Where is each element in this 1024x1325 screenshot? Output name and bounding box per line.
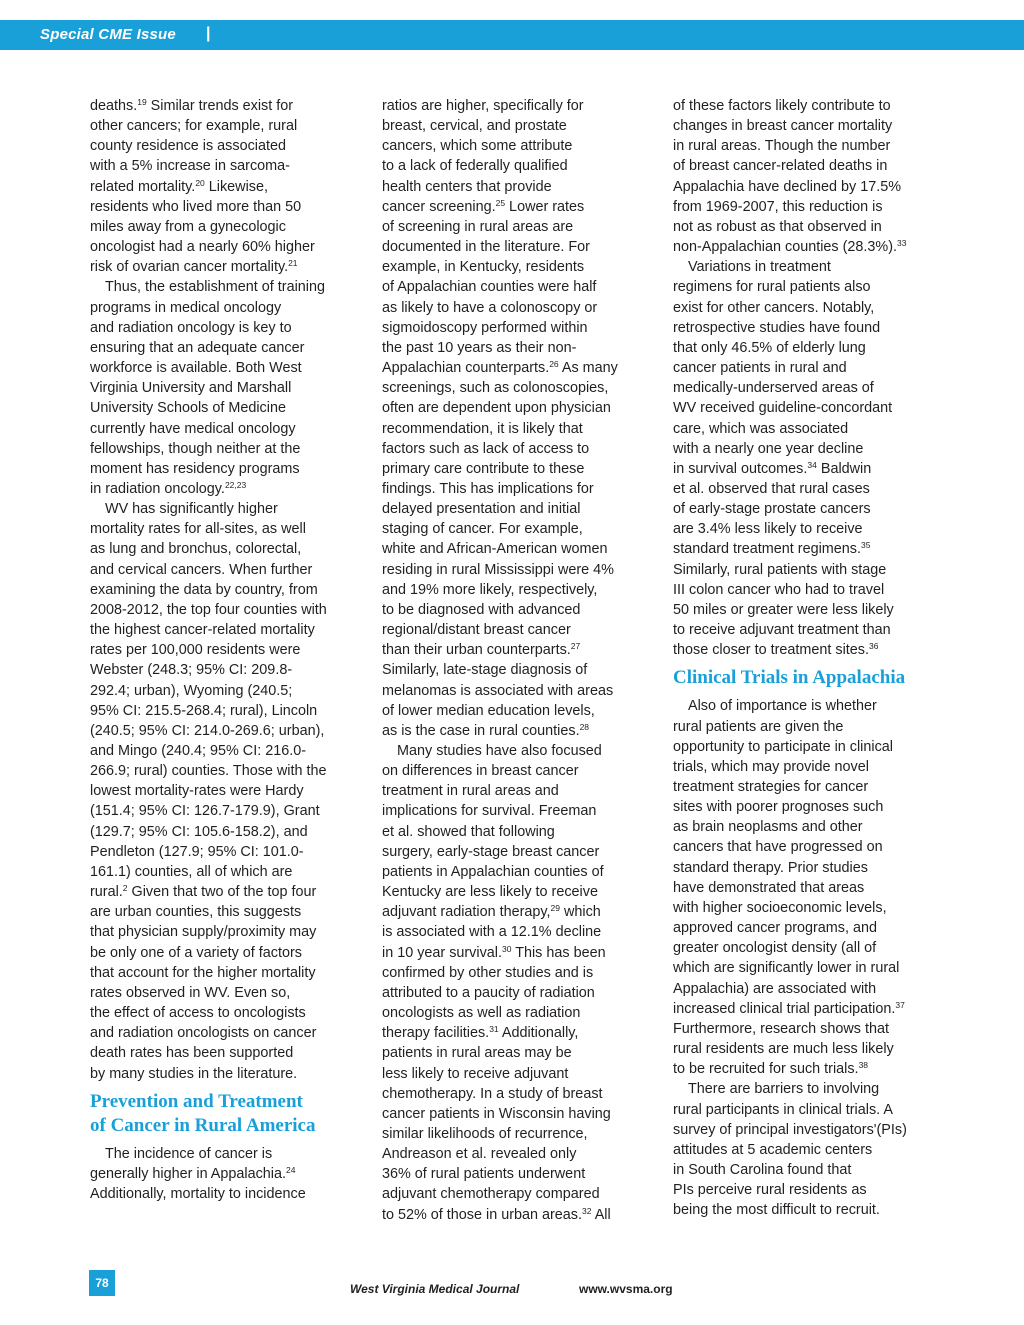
text-line: delayed presentation and initial <box>382 501 581 518</box>
text-line: with a nearly one year decline <box>673 440 864 457</box>
citation-ref: 27 <box>570 641 581 652</box>
text-line: the highest cancer-related mortality <box>90 622 315 639</box>
paragraph <box>382 741 650 1225</box>
section-heading-clinical-trials <box>673 660 941 696</box>
paragraph <box>673 696 941 1079</box>
text-line: 266.9; rural) counties. Those with the <box>90 763 327 780</box>
text-line: with higher socioeconomic levels, <box>673 899 887 916</box>
text-line: attributed to a paucity of radiation <box>382 984 595 1001</box>
text-line: on differences in breast cancer <box>382 763 579 780</box>
text-line: related mortality.$^{20}$ Likewise, <box>90 177 268 195</box>
text-line: that account for the higher mortality <box>90 964 316 981</box>
text-line: as lung and bronchus, colorectal, <box>90 541 302 558</box>
text-line: melanomas is associated with areas <box>382 682 614 699</box>
text-line: approved cancer programs, and <box>673 920 877 937</box>
citation-ref: 34 <box>807 459 817 470</box>
text-line: trials, which may provide novel <box>673 758 869 775</box>
text-line: by many studies in the literature. <box>90 1065 298 1082</box>
text-line: rural residents are much less likely <box>673 1041 894 1058</box>
text-line: are urban counties, this suggests <box>90 904 302 921</box>
text-line: chemotherapy. In a study of breast <box>382 1085 603 1102</box>
text-line: WV has significantly higher <box>105 501 278 518</box>
text-line: as brain neoplasms and other <box>673 819 863 836</box>
text-line: sites with poorer prognoses such <box>673 799 884 816</box>
text-line: of early-stage prostate cancers <box>673 501 871 518</box>
text-line: than their urban counterparts.$^{27}$ <box>382 641 581 659</box>
text-line: greater oncologist density (all of <box>673 940 877 957</box>
text-line: be only one of a variety of factors <box>90 944 302 961</box>
text-line: rural participants in clinical trials. A <box>673 1101 893 1118</box>
text-line: of lower median education levels, <box>382 702 595 719</box>
text-line: programs in medical oncology <box>90 299 282 316</box>
text-line: often are dependent upon physician <box>382 400 611 417</box>
text-line: the past 10 years as their non- <box>382 339 577 356</box>
text-line: ensuring that an adequate cancer <box>90 339 305 356</box>
text-line: Webster (248.3; 95% CI: 209.8- <box>90 662 293 679</box>
text-line: miles away from a gynecologic <box>90 218 286 235</box>
text-line: residents who lived more than 50 <box>90 198 302 215</box>
page-number: 78 <box>89 1270 115 1296</box>
paragraph <box>673 257 941 660</box>
text-line: less likely to receive adjuvant <box>382 1065 569 1082</box>
text-line: breast, cervical, and prostate <box>382 118 567 135</box>
text-line: exist for other cancers. Notably, <box>673 299 875 316</box>
text-line: oncologist had a nearly 60% higher <box>90 239 315 256</box>
text-line: the effect of access to oncologists <box>90 1005 306 1022</box>
text-line: of breast cancer-related deaths in <box>673 158 888 175</box>
citation-ref: 26 <box>549 359 559 370</box>
text-line: screenings, such as colonoscopies, <box>382 380 609 397</box>
text-line: those closer to treatment sites.$^{36}$ <box>673 641 879 659</box>
text-line: PIs perceive rural residents as <box>673 1182 867 1199</box>
text-line: attitudes at 5 academic centers <box>673 1141 873 1158</box>
text-line: have demonstrated that areas <box>673 879 865 896</box>
citation-ref: 37 <box>895 999 905 1010</box>
text-line: 50 miles or greater were less likely <box>673 601 894 618</box>
column-1 <box>90 96 358 1204</box>
text-line: are 3.4% less likely to receive <box>673 521 863 538</box>
text-line: Furthermore, research shows that <box>673 1020 889 1037</box>
text-line: Also of importance is whether <box>688 698 877 715</box>
text-line: to be diagnosed with advanced <box>382 601 581 618</box>
text-line: Appalachia) are associated with <box>673 980 877 997</box>
text-line: examining the data by country, from <box>90 581 318 598</box>
text-line: Additionally, mortality to incidence <box>90 1185 306 1202</box>
text-line: oncologists as well as radiation <box>382 1005 581 1022</box>
text-line: generally higher in Appalachia.$^{24}$ <box>90 1164 296 1182</box>
text-line: et al. observed that rural cases <box>673 480 870 497</box>
text-line: and 19% more likely, respectively, <box>382 581 598 598</box>
text-line: moment has residency programs <box>90 460 300 477</box>
text-line: et al. showed that following <box>382 823 555 840</box>
text-line: in rural areas. Though the number <box>673 138 891 155</box>
text-line: Variations in treatment <box>688 259 831 276</box>
citation-ref: 31 <box>489 1024 499 1035</box>
text-line: adjuvant radiation therapy,$^{29}$ which <box>382 903 601 921</box>
citation-ref: 24 <box>286 1164 296 1175</box>
text-line: risk of ovarian cancer mortality.$^{21}$ <box>90 258 298 276</box>
paragraph <box>90 499 358 1084</box>
citation-ref: 28 <box>579 721 590 732</box>
section-heading-prevention <box>90 1084 358 1144</box>
text-line: III colon cancer who had to travel <box>673 581 885 598</box>
column-3 <box>673 96 941 1220</box>
text-line: that physician supply/proximity may <box>90 924 317 941</box>
text-line: surgery, early-stage breast cancer <box>382 843 600 860</box>
citation-ref: 20 <box>195 177 205 188</box>
text-line: confirmed by other studies and is <box>382 964 594 981</box>
citation-ref: 30 <box>501 943 512 954</box>
text-line: fellowships, though neither at the <box>90 440 301 457</box>
text-line: primary care contribute to these <box>382 460 585 477</box>
citation-ref: 38 <box>858 1060 869 1071</box>
paragraph <box>90 1144 358 1204</box>
text-line: therapy facilities.$^{31}$ Additionally, <box>382 1024 579 1042</box>
text-line: treatment strategies for cancer <box>673 779 869 795</box>
text-line: (151.4; 95% CI: 126.7-179.9), Grant <box>90 803 320 820</box>
text-line: with a 5% increase in sarcoma- <box>90 158 290 175</box>
text-line: documented in the literature. For <box>382 239 590 256</box>
text-line: and radiation oncology is key to <box>90 319 292 336</box>
text-line: University Schools of Medicine <box>90 400 286 417</box>
text-line: to be recruited for such trials.$^{38}$ <box>673 1060 869 1078</box>
text-line: Appalachian counterparts.$^{26}$ As many <box>382 359 618 377</box>
text-line: health centers that provide <box>382 178 552 195</box>
citation-ref: 19 <box>137 97 147 107</box>
paragraph <box>90 277 358 499</box>
text-line: increased clinical trial participation.$^{37}$ <box>673 999 905 1017</box>
text-line: sigmoidoscopy performed within <box>382 319 588 336</box>
text-line: other cancers; for example, rural <box>90 118 298 135</box>
text-line: not as robust as that observed in <box>673 218 882 235</box>
text-line: as is the case in rural counties.$^{28}$ <box>382 721 590 739</box>
text-line: Pendleton (127.9; 95% CI: 101.0- <box>90 843 304 860</box>
text-line: currently have medical oncology <box>90 420 296 437</box>
text-line: workforce is available. Both West <box>90 360 302 377</box>
text-line: regional/distant breast cancer <box>382 622 571 639</box>
text-line: standard therapy. Prior studies <box>673 859 868 876</box>
paragraph <box>673 96 941 257</box>
heading-line: of Cancer in Rural America <box>90 1114 316 1136</box>
text-line: cancers, which some attribute <box>382 138 573 155</box>
text-line: Thus, the establishment of training <box>105 279 325 296</box>
text-line: as likely to have a colonoscopy or <box>382 299 598 316</box>
text-line: survey of principal investigators'(PIs) <box>673 1121 907 1138</box>
text-line: 2008-2012, the top four counties with <box>90 601 327 618</box>
text-line: medically-underserved areas of <box>673 380 874 397</box>
paragraph <box>90 96 358 277</box>
text-line: Kentucky are less likely to receive <box>382 884 598 901</box>
text-line: regimens for rural patients also <box>673 279 871 296</box>
journal-name: West Virginia Medical Journal <box>350 1282 520 1296</box>
citation-ref: 32 <box>582 1205 592 1216</box>
text-line: cancer patients in rural and <box>673 360 847 377</box>
text-line: (240.5; 95% CI: 214.0-269.6; urban), <box>90 722 325 739</box>
citation-ref: 25 <box>495 197 506 208</box>
text-line: implications for survival. Freeman <box>382 803 597 820</box>
text-line: Many studies have also focused <box>397 743 602 759</box>
text-line: in 10 year survival.$^{30}$ This has been <box>382 943 606 961</box>
citation-ref: 2 <box>122 883 128 894</box>
text-line: non-Appalachian counties (28.3%).$^{33}$ <box>673 238 907 256</box>
text-line: recommendation, it is likely that <box>382 420 583 437</box>
citation-ref: 33 <box>897 238 907 249</box>
text-line: to 52% of those in urban areas.$^{32}$ All <box>382 1205 611 1223</box>
text-line: Appalachia have declined by 17.5% <box>673 178 902 195</box>
text-line: cancer patients in Wisconsin having <box>382 1105 611 1122</box>
text-line: in survival outcomes.$^{34}$ Baldwin <box>673 459 872 477</box>
text-line: of these factors likely contribute to <box>673 98 891 114</box>
text-line: is associated with a 12.1% decline <box>382 924 602 941</box>
text-line: mortality rates for all-sites, as well <box>90 521 306 538</box>
text-line: in South Carolina found that <box>673 1161 852 1178</box>
text-line: opportunity to participate in clinical <box>673 738 893 755</box>
text-line: deaths.$^{19}$ Similar trends exist for <box>90 97 294 114</box>
text-line: standard treatment regimens.$^{35}$ <box>673 540 871 558</box>
text-line: findings. This has implications for <box>382 480 594 497</box>
text-line: rates per 100,000 residents were <box>90 642 301 659</box>
text-line: county residence is associated <box>90 138 286 155</box>
text-line: patients in Appalachian counties of <box>382 863 604 880</box>
text-line: example, in Kentucky, residents <box>382 259 585 276</box>
text-line: cancer screening.$^{25}$ Lower rates <box>382 197 585 215</box>
paragraph <box>673 1079 941 1220</box>
text-line: to receive adjuvant treatment than <box>673 622 891 639</box>
text-line: and radiation oncologists on cancer <box>90 1025 317 1042</box>
text-line: (129.7; 95% CI: 105.6-158.2), and <box>90 823 308 840</box>
text-line: adjuvant chemotherapy compared <box>382 1186 600 1203</box>
text-line: to a lack of federally qualified <box>382 158 568 175</box>
text-line: Similarly, late-stage diagnosis of <box>382 662 588 679</box>
citation-ref: 35 <box>860 540 871 551</box>
text-line: Similarly, rural patients with stage <box>673 561 887 578</box>
text-line: white and African-American women <box>382 541 608 558</box>
text-line: cancers that have progressed on <box>673 839 883 856</box>
text-line: lowest mortality-rates were Hardy <box>90 783 304 800</box>
text-line: staging of cancer. For example, <box>382 521 583 538</box>
section-label: Special CME Issue <box>40 26 176 43</box>
text-line: and cervical cancers. When further <box>90 561 313 578</box>
column-2 <box>382 96 650 1225</box>
text-line: which are significantly lower in rural <box>673 960 900 977</box>
text-line: 95% CI: 215.5-268.4; rural), Lincoln <box>90 702 318 719</box>
citation-ref: 22,23 <box>224 479 247 490</box>
text-line: being the most difficult to recruit. <box>673 1202 880 1219</box>
text-line: rates observed in WV. Even so, <box>90 984 291 1001</box>
text-line: in radiation oncology.$^{22,23}$ <box>90 479 247 497</box>
text-line: similar likelihoods of recurrence, <box>382 1125 588 1142</box>
text-line: Virginia University and Marshall <box>90 380 292 397</box>
text-line: rural.$^2$ Given that two of the top four <box>90 883 317 901</box>
heading-line: Clinical Trials in Appalachia <box>673 667 906 689</box>
text-line: rural patients are given the <box>673 718 844 735</box>
text-line: of screening in rural areas are <box>382 218 574 235</box>
website-url[interactable]: www.wvsma.org <box>579 1282 673 1296</box>
text-line: WV received guideline-concordant <box>673 400 893 417</box>
text-line: death rates has been supported <box>90 1045 294 1062</box>
text-line: changes in breast cancer mortality <box>673 118 893 135</box>
text-line: patients in rural areas may be <box>382 1045 572 1062</box>
text-line: ratios are higher, specifically for <box>382 98 584 114</box>
text-line: 292.4; urban), Wyoming (240.5; <box>90 682 293 699</box>
citation-ref: 21 <box>288 258 298 269</box>
text-line: residing in rural Mississippi were 4% <box>382 561 614 578</box>
citation-ref: 29 <box>550 903 561 914</box>
text-line: and Mingo (240.4; 95% CI: 216.0- <box>90 743 306 759</box>
text-line: from 1969-2007, this reduction is <box>673 198 883 215</box>
text-line: There are barriers to involving <box>688 1081 880 1098</box>
text-line: treatment in rural areas and <box>382 783 559 800</box>
text-line: Andreason et al. revealed only <box>382 1146 577 1163</box>
text-line: 161.1) counties, all of which are <box>90 863 293 880</box>
header-separator: | <box>206 25 211 42</box>
text-line: of Appalachian counties were half <box>382 279 597 296</box>
paragraph <box>382 96 650 741</box>
text-line: care, which was associated <box>673 420 849 437</box>
section-header-bar <box>0 20 1024 50</box>
text-line: The incidence of cancer is <box>105 1145 273 1162</box>
citation-ref: 36 <box>868 641 879 652</box>
heading-line: Prevention and Treatment <box>90 1090 303 1112</box>
text-line: that only 46.5% of elderly lung <box>673 339 866 356</box>
text-line: 36% of rural patients underwent <box>382 1166 586 1183</box>
text-line: retrospective studies have found <box>673 319 881 336</box>
text-line: factors such as lack of access to <box>382 440 590 457</box>
